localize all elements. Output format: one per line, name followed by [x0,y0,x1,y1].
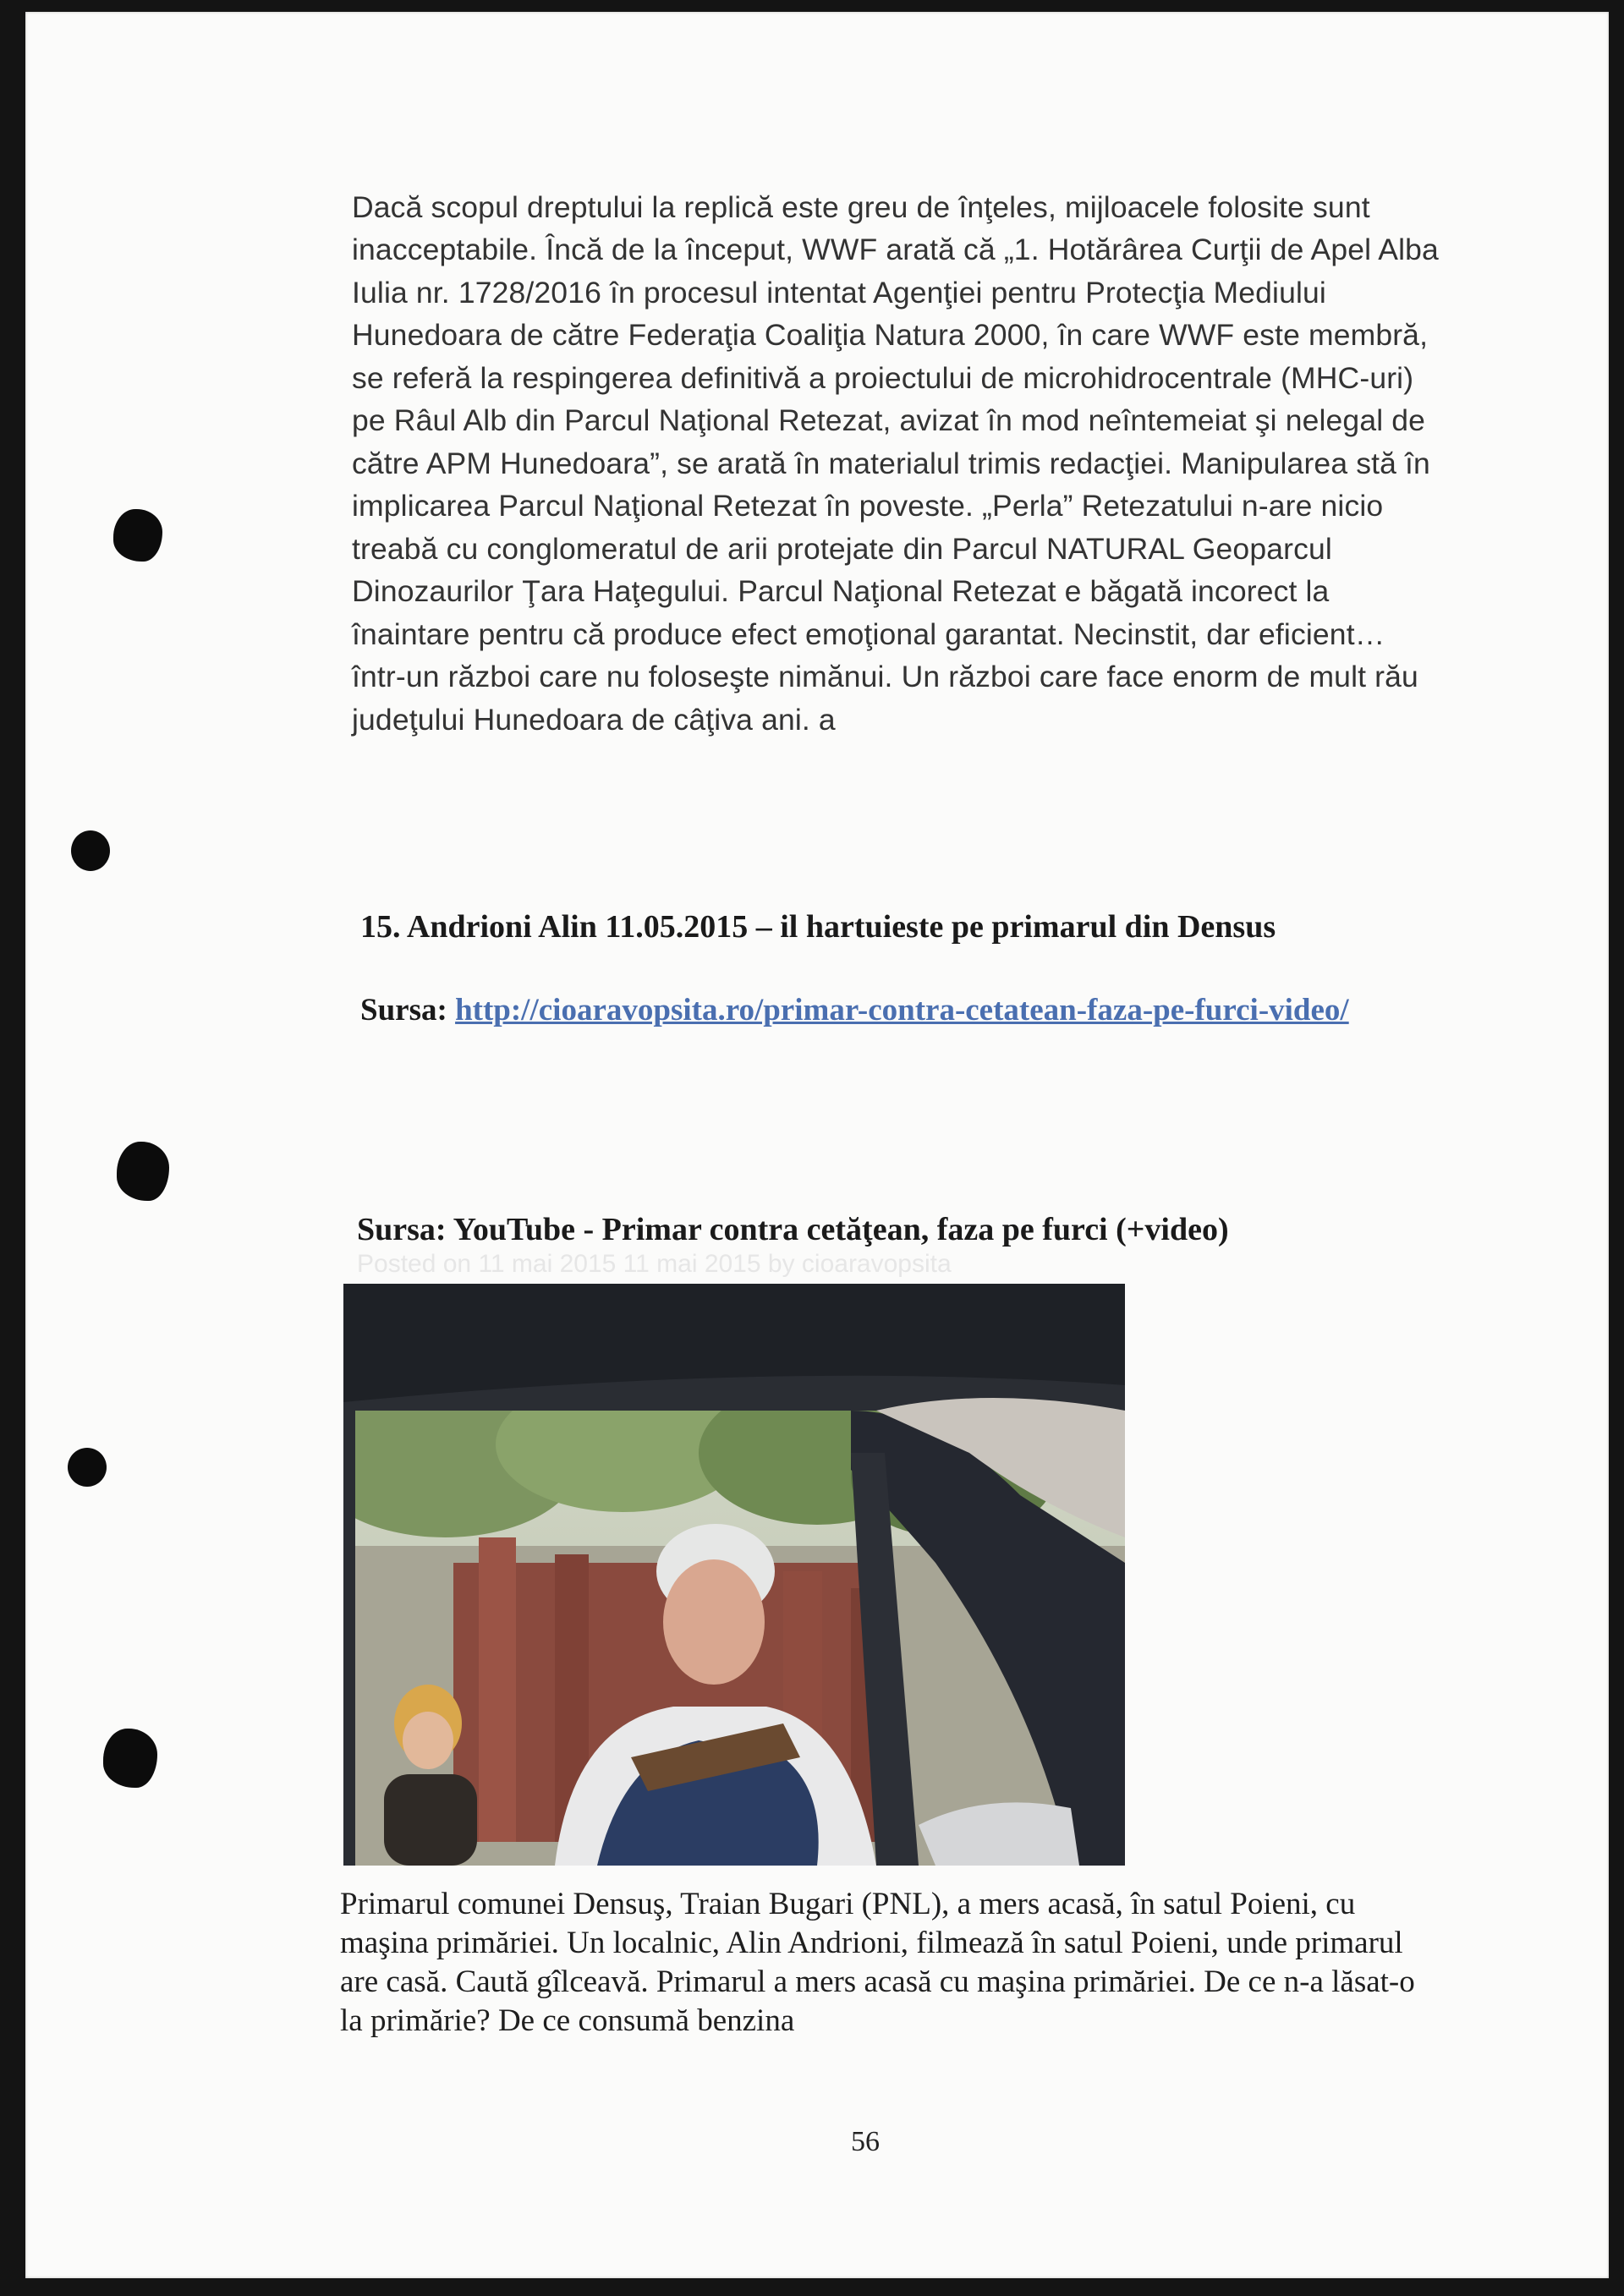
punch-hole [103,1729,157,1788]
source-url-link[interactable]: http://cioaravopsita.ro/primar-contra-cetatean-faza-pe-furci-video/ [455,993,1349,1027]
punch-hole [71,830,110,871]
section-heading: 15. Andrioni Alin 11.05.2015 – il hartuieste pe primarul din Densus [360,909,1276,945]
punch-hole [117,1142,169,1201]
faded-caption: Posted on 11 mai 2015 11 mai 2015 by cioaravopsita [357,1250,952,1278]
document-page [25,12,1609,2278]
video-still-photo [343,1284,1125,1866]
source-line-youtube: Sursa: YouTube - Primar contra cetăţean, faza pe furci (+video) [357,1212,1229,1247]
punch-hole [68,1448,107,1487]
paragraph-wwf-reply: Dacă scopul dreptului la replică este greu de înţeles, mijloacele folosite sunt inacceptabile. Încă de la început, WWF arată că „1. Hotărârea Curţii de Apel Alba Iulia nr. 1728/2016 în procesul intentat Agenţiei pentru Protecţia Mediului Hunedoara de către Federaţia Coaliţia Natura 2000, în care WWF este membră, se referă la respingerea definitivă a proiectului de microhidrocentrale (MHC-uri) pe Râul Alb din Parcul Naţional Retezat, avizat în mod neîntemeiat şi nelegal de către APM Hunedoara”, se arată în materialul trimis redacţiei. Manipularea stă în implicarea Parcul Naţional Retezat în poveste. „Perla” Retezatului n-are nicio treabă cu conglomeratul de arii protejate din Parcul NATURAL Geoparcul Dinozaurilor Ţara Haţegului. Parcul Naţional Retezat e băgată incorect la înaintare pentru că produce efect emoţional garantat. Necinstit, dar eficient… într-un război care nu foloseşte nimănui. Un război care face enorm de mult rău judeţului Hunedoara de câţiva ani. a [352,189,1439,737]
source-label: Sursa: [360,993,447,1027]
paragraph-mayor-story: Primarul comunei Densuş, Traian Bugari (PNL), a mers acasă, în satul Poieni, cu maşina primăriei. Un localnic, Alin Andrioni, filmează în satul Poieni, unde primarul are casă. Caută gîlceavă. Primarul a mers acasă cu maşina primăriei. De ce n-a lăsat-o la primărie? De ce consumă benzina [340,1887,1415,2038]
page-number: 56 [851,2126,880,2157]
photo-illustration [343,1284,1125,1866]
punch-hole [113,509,162,562]
source-line-link [360,991,1443,1030]
